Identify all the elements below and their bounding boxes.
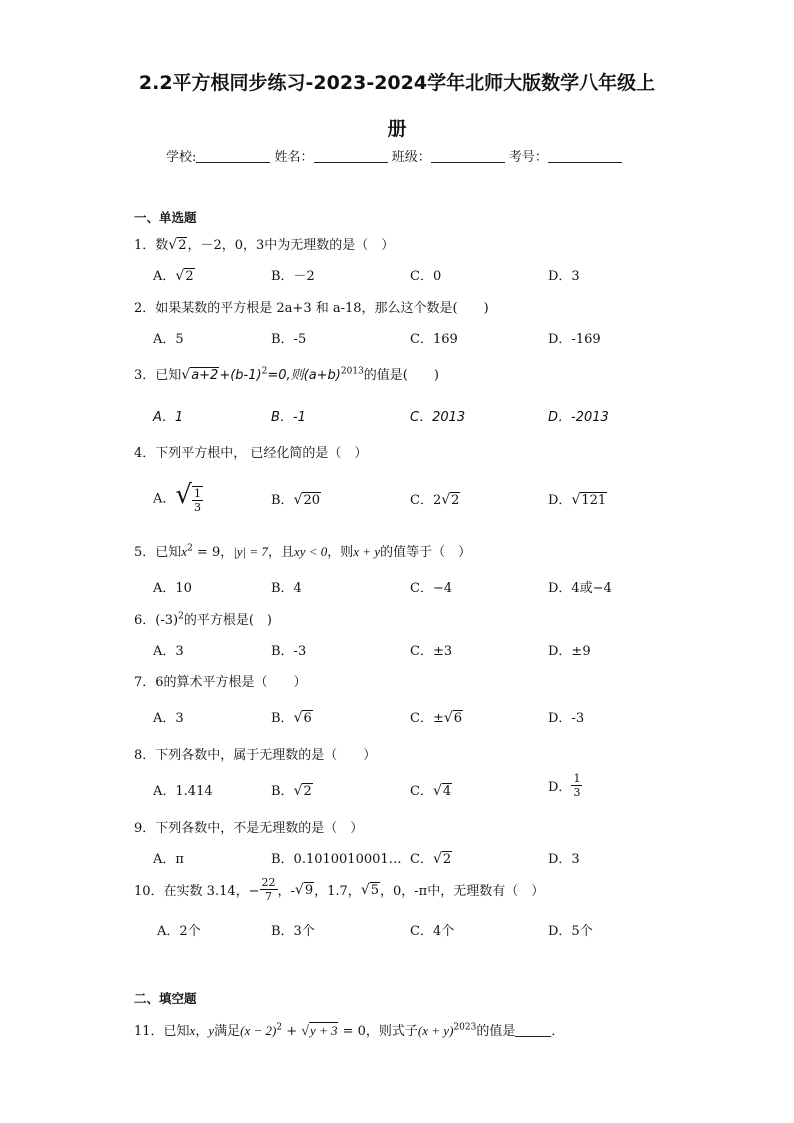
sqrt-expression: √a+2 <box>181 367 219 383</box>
q8-option-a[interactable]: A．1.414 <box>153 784 213 799</box>
section-heading-single-choice: 一、单选题 <box>134 210 197 225</box>
q5-option-d[interactable]: D．4或−4 <box>548 581 612 596</box>
q2-option-c[interactable]: C．169 <box>410 332 458 347</box>
class-field[interactable] <box>431 150 505 163</box>
student-info <box>166 146 622 165</box>
q7-option-a[interactable]: A．3 <box>153 711 184 726</box>
name-field[interactable] <box>314 150 388 163</box>
q3-option-d[interactable]: D．-2013 <box>548 410 609 425</box>
class-label: 班级： <box>391 150 431 165</box>
q10-option-b[interactable]: B．3个 <box>271 924 315 939</box>
q10-option-d[interactable]: D．5个 <box>548 924 593 939</box>
q7-option-b[interactable]: B．√6 <box>271 710 312 726</box>
q3-option-b[interactable]: B．-1 <box>271 410 306 425</box>
question-5: 5．已知$x^2 = 9$，|y| = 7，且xy < 0，则x + y的值等于（ ） <box>134 543 472 560</box>
question-2: 2．如果某数的平方根是 2a+3 和 a-18，那么这个数是( ) <box>134 301 489 316</box>
q5-option-a[interactable]: A．10 <box>153 581 192 596</box>
section-heading-fill-blank: 二、填空题 <box>134 991 197 1006</box>
q9-option-b[interactable]: B．0.1010010001… <box>271 852 402 867</box>
page-title: 2.2平方根同步练习-2023-2024学年北师大版数学八年级上 <box>138 72 656 94</box>
q1-number: 1．数 <box>134 238 169 253</box>
q5-option-b[interactable]: B．4 <box>271 581 302 596</box>
q1-text: ，－2，0，3中为无理数的是（ ） <box>187 238 395 253</box>
q8-option-b[interactable]: B．√2 <box>271 783 312 799</box>
q1-option-b[interactable]: B．－2 <box>271 269 315 284</box>
question-7: 7．6的算术平方根是（ ） <box>134 675 307 690</box>
q1-option-c[interactable]: C．0 <box>410 269 442 284</box>
q5-option-c[interactable]: C．−4 <box>410 581 453 596</box>
q6-option-b[interactable]: B．-3 <box>271 644 307 659</box>
q6-option-c[interactable]: C．±3 <box>410 644 453 659</box>
question-9: 9．下列各数中，不是无理数的是（ ） <box>134 821 364 836</box>
q8-option-d[interactable]: D． $\frac{1}{3}$ <box>548 772 581 799</box>
q1-option-d[interactable]: D．3 <box>548 269 580 284</box>
answer-blank[interactable] <box>515 1024 551 1037</box>
q4-option-a[interactable]: A．√ $\frac{1}{3}$ <box>153 480 201 514</box>
q8-option-c[interactable]: C．√4 <box>410 783 452 799</box>
q10-option-a[interactable]: A．2个 <box>157 924 201 939</box>
q6-option-a[interactable]: A．3 <box>153 644 184 659</box>
name-label: 姓名： <box>274 150 314 165</box>
question-1 <box>134 234 394 253</box>
question-4: 4．下列平方根中， 已经化简的是（ ） <box>134 446 368 461</box>
q2-option-a[interactable]: A．5 <box>153 332 184 347</box>
question-3: 3．已知$√a+2+(b-1)^2=0$,则$(a+b)^{2013}$的值是( ) <box>134 366 439 383</box>
id-field[interactable] <box>548 150 622 163</box>
q2-option-d[interactable]: D．-169 <box>548 332 601 347</box>
q3-option-a[interactable]: A．1 <box>153 410 184 425</box>
question-6: 6．$(-3)^2$的平方根是( ) <box>134 611 272 628</box>
question-8: 8．下列各数中，属于无理数的是（ ） <box>134 748 377 763</box>
q9-option-a[interactable]: A．π <box>153 852 184 867</box>
q10-option-c[interactable]: C．4个 <box>410 924 455 939</box>
q1-option-a[interactable]: A．√2 <box>153 268 194 284</box>
school-field[interactable] <box>196 150 270 163</box>
id-label: 考号： <box>508 150 548 165</box>
q3-option-c[interactable]: C．2013 <box>410 410 466 425</box>
q7-option-c[interactable]: C．±√6 <box>410 710 463 726</box>
school-label: 学校: <box>166 150 197 165</box>
q4-option-d[interactable]: D．√121 <box>548 492 607 508</box>
question-10: 10．在实数 3.14，− $\frac{22}{7}$ ，-√9，1.7，√5，0，-π中，无理数有（ ） <box>134 876 545 903</box>
q9-option-d[interactable]: D．3 <box>548 852 580 867</box>
q4-option-c[interactable]: C．2√2 <box>410 492 460 508</box>
sqrt-expression: √2 <box>168 237 187 253</box>
page-title-line2: 册 <box>387 118 407 140</box>
q6-option-d[interactable]: D．±9 <box>548 644 591 659</box>
q4-option-b[interactable]: B．√20 <box>271 492 321 508</box>
q7-option-d[interactable]: D．-3 <box>548 711 585 726</box>
q9-option-c[interactable]: C．√2 <box>410 851 452 867</box>
question-11: 11．已知x，y满足$(x - 2)^2 + √y + 3 = 0$，则式子$(x + y)^{2023}$的值是 ． <box>134 1022 565 1039</box>
q2-option-b[interactable]: B．-5 <box>271 332 307 347</box>
